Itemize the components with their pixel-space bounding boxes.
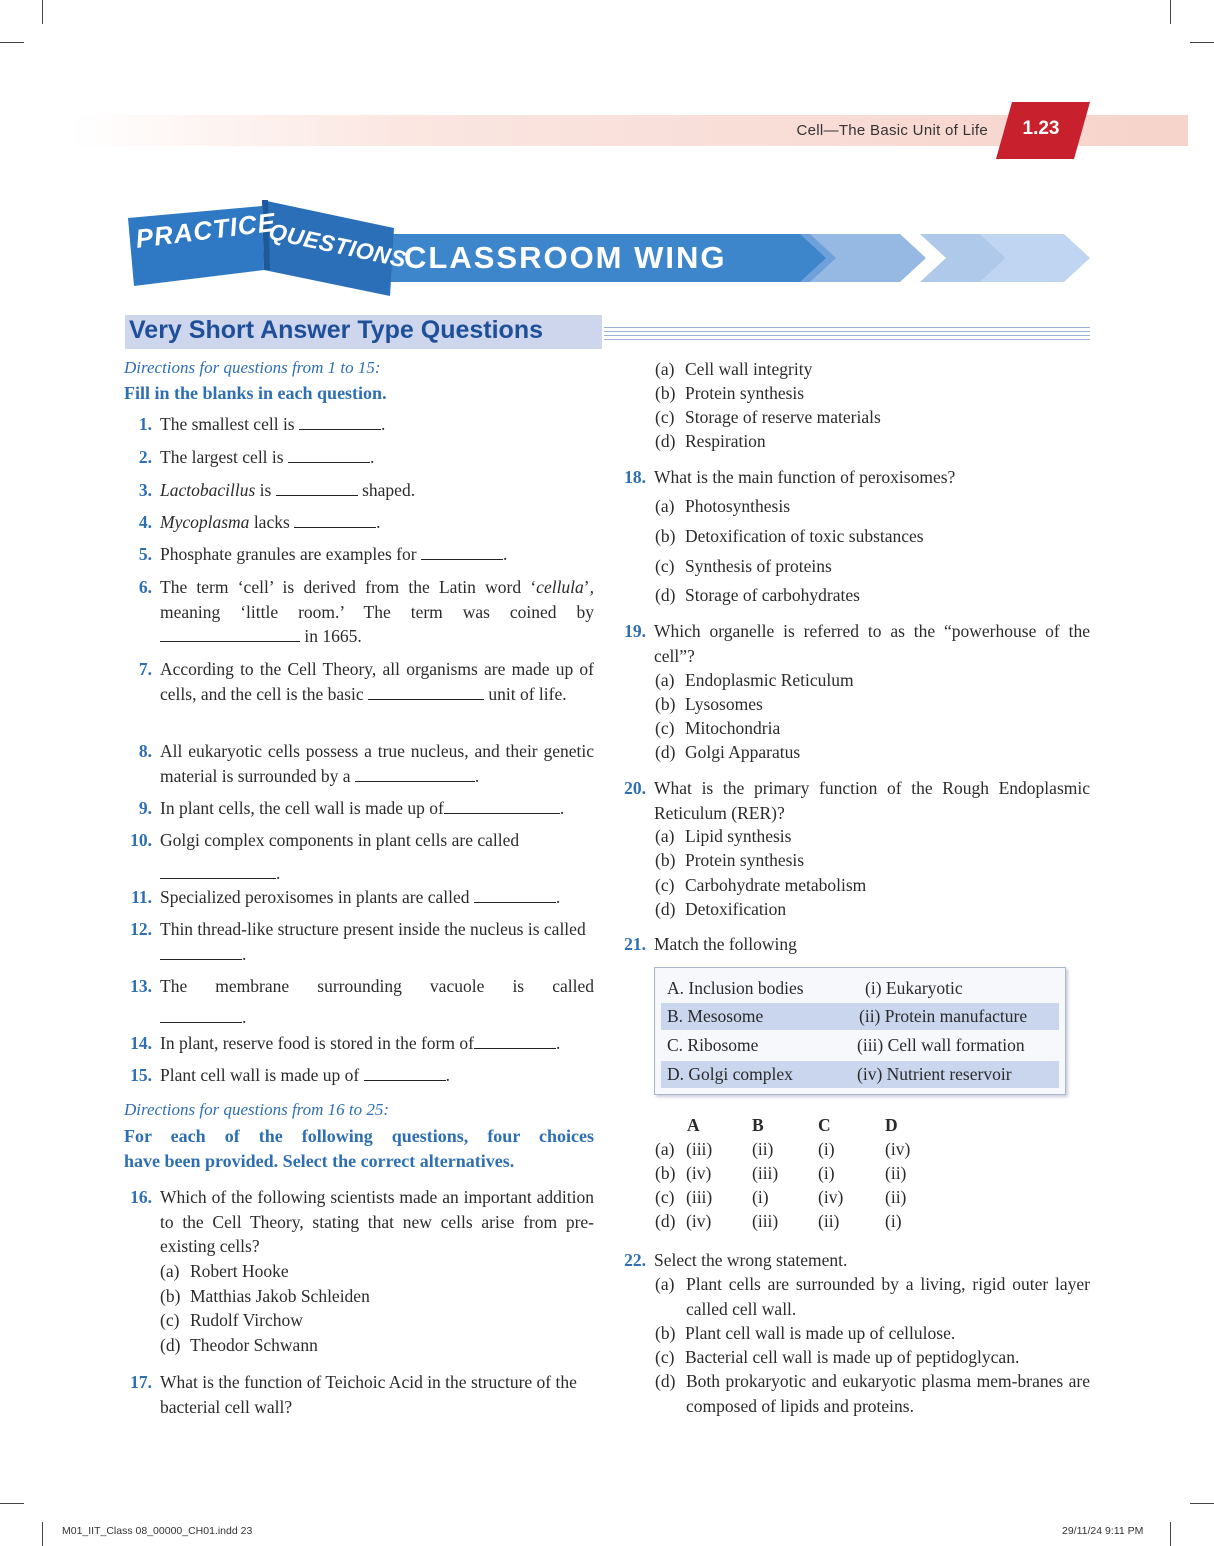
question-text: The largest cell is [160,447,284,467]
option-label: (d) [655,742,676,762]
answer-blank [355,765,475,782]
option-text: Cell wall integrity [685,359,813,379]
match-row [661,975,1059,1002]
question-text: lacks [249,512,290,532]
question-1 [124,412,594,437]
question-text: In plant, reserve food is stored in the form of [160,1033,474,1053]
crop-mark [42,0,43,24]
option-17a [655,357,812,382]
running-head: Cell—The Basic Unit of Life [796,122,988,139]
crop-mark [1190,1503,1214,1504]
question-text: . [502,544,508,564]
option-text: Both prokaryotic and eukaryotic plasma mem-branes are composed of lipids and proteins. [686,1371,1090,1416]
answer-blank [421,543,503,560]
answer-header: A [687,1115,700,1135]
option-label: (c) [655,875,675,895]
match-right-item: (ii) Protein manufacture [859,1006,1028,1026]
option-label: (b) [655,694,676,714]
match-right-item: (i) Eukaryotic [865,978,963,998]
answer-cell: (i) [818,1139,835,1159]
option-label: (a) [655,496,675,516]
answer-blank [288,446,370,463]
question-text: is [255,480,272,500]
option-label: (a) [655,359,675,379]
option-label: (d) [160,1335,181,1355]
question-text: Golgi complex components in plant cells are called [160,830,520,850]
option-19c [655,716,780,741]
option-text: Lysosomes [685,694,763,714]
option-label: (a) [655,826,675,846]
crop-mark [1170,1522,1171,1546]
option-16a [160,1259,289,1284]
option-label: (a) [160,1261,180,1281]
match-left-item: C. Ribosome [667,1035,759,1055]
question-number: 18. [624,467,646,487]
question-text: in 1665. [300,626,362,646]
question-number: 11. [131,887,152,907]
question-16 [124,1185,594,1259]
option-20c [655,873,866,898]
option-text: Detoxification of toxic substances [685,526,924,546]
question-text: . [555,1033,561,1053]
question-text: . [276,862,281,883]
question-number: 5. [138,544,152,564]
option-text: Storage of carbohydrates [685,585,860,605]
match-row [661,1003,1059,1030]
answer-blank [299,413,381,430]
question-number: 19. [624,621,646,641]
option-text: Golgi Apparatus [685,742,801,762]
question-19 [618,619,1090,668]
question-number: 8. [138,741,152,761]
answer-blank [474,886,556,903]
crop-mark [42,1522,43,1546]
option-label: (b) [655,850,676,870]
match-left-item: D. Golgi complex [667,1064,793,1084]
answer-cell: (i) [885,1211,902,1231]
option-text: Synthesis of proteins [685,556,832,576]
question-21 [618,932,1090,957]
answer-cell: (ii) [818,1211,840,1231]
banner-practice-label: PRACTICE [134,206,278,254]
question-18 [618,465,1090,490]
option-22b [655,1321,955,1346]
crop-mark [1170,0,1171,24]
option-text: Theodor Schwann [190,1335,318,1355]
question-8 [124,739,594,788]
question-text: . [369,447,375,467]
answer-row [655,1209,935,1233]
answer-cell: (iv) [885,1139,911,1159]
question-20 [618,776,1090,825]
directions-label: Directions for questions from 16 to 25: [124,1100,390,1119]
question-text: Thin thread-like structure present inside the nucleus is called [160,919,586,939]
banner-questions-label: QUESTIONS [266,218,409,273]
option-19b [655,692,763,717]
question-number: 21. [624,934,646,954]
option-label: (d) [655,1371,676,1391]
answer-row [655,1185,935,1209]
question-text: Plant cell wall is made up of [160,1065,360,1085]
question-number: 6. [138,577,152,597]
answer-row [655,1161,935,1185]
answer-cell: (iv) [686,1211,712,1231]
option-text: Carbohydrate metabolism [685,875,867,895]
option-22a [655,1272,1090,1321]
page-number: 1.23 [1022,118,1060,139]
question-number: 17. [130,1372,152,1392]
option-label: (b) [655,1323,676,1343]
answer-blank [160,625,300,642]
option-text: Detoxification [685,899,787,919]
crop-mark [0,1503,24,1504]
answer-header: B [752,1115,764,1135]
option-text: Bacterial cell wall is made up of peptidoglycan. [685,1347,1020,1367]
question-text: Phosphate granules are examples for [160,544,417,564]
question-number: 4. [138,512,152,532]
question-4 [124,510,594,535]
answer-cell: (iii) [686,1187,713,1207]
answer-blank [474,1032,556,1049]
question-text: . [445,1065,451,1085]
option-text: Mitochondria [685,718,781,738]
section-rule [604,327,1090,328]
answer-cell: (ii) [885,1163,907,1183]
question-text: Lactobacillus [160,480,256,500]
question-10 [124,828,594,885]
option-19d [655,740,800,765]
match-left-item: A. Inclusion bodies [667,978,804,998]
question-15 [124,1063,594,1088]
question-number: 7. [138,659,152,679]
directions-instruction: Fill in the blanks in each question. [124,383,387,403]
question-text: . [376,512,381,532]
answer-cell: (iii) [752,1211,779,1231]
answer-cell: (iii) [752,1163,779,1183]
question-17 [124,1370,594,1419]
banner-classroom-label: CLASSROOM WING [404,240,727,275]
option-text: Plant cells are surrounded by a living, rigid outer layer called cell wall. [686,1274,1090,1319]
question-11 [124,885,594,910]
option-17c [655,405,881,430]
option-label: (c) [655,718,675,738]
answer-blank [364,1064,446,1081]
directions-label: Directions for questions from 1 to 15: [124,358,381,377]
question-2 [124,445,594,470]
question-text: Mycoplasma [160,512,250,532]
question-text: . [559,798,565,818]
question-number: 10. [130,830,152,850]
section-rule [604,339,1090,340]
footer-timestamp: 29/11/24 9:11 PM [1062,1525,1144,1537]
question-text: Which of the following scientists made an important addition to the Cell Theory, stating that new cells arise from pre-existing cells? [160,1187,594,1256]
option-label: (c) [160,1310,180,1330]
question-7 [124,657,594,706]
option-text: Matthias Jakob Schleiden [190,1286,370,1306]
option-20b [655,848,804,873]
question-text: unit of life. [483,683,567,704]
question-text: . [242,943,247,964]
answer-blank [444,797,560,814]
answer-blank [160,862,276,879]
answer-cell: (iv) [686,1163,712,1183]
question-text: . [555,887,561,907]
directions-instruction [124,1124,594,1174]
question-text: . [474,765,480,786]
answer-header: D [885,1115,898,1135]
question-6 [124,575,594,649]
question-text: In plant cells, the cell wall is made up of [160,798,444,818]
question-22 [618,1248,1090,1273]
answer-blank [160,1006,242,1023]
option-text: Robert Hooke [190,1261,289,1281]
option-text: Protein synthesis [685,850,805,870]
option-text: Plant cell wall is made up of cellulose. [685,1323,956,1343]
question-text: Match the following [654,934,797,954]
question-14 [124,1031,594,1056]
answer-cell: (ii) [752,1139,774,1159]
question-text: Which organelle is referred to as the “powerhouse of the cell”? [654,621,1090,666]
option-16d [160,1333,318,1358]
match-row [661,1061,1059,1088]
question-text: According to the Cell Theory, all organisms are made up of cells, and the cell is the basic [160,659,594,704]
option-label: (d) [655,899,676,919]
answer-blank [276,479,358,496]
option-label: (b) [655,526,676,546]
option-16b [160,1284,370,1309]
option-20d [655,897,786,922]
question-text: Select the wrong statement. [654,1250,848,1270]
answer-label: (d) [655,1211,676,1231]
option-17b [655,381,804,406]
question-number: 13. [130,976,152,996]
option-19a [655,668,854,693]
question-text: What is the main function of peroxisomes? [654,467,956,487]
question-text: What is the function of Teichoic Acid in the structure of the bacterial cell wall? [160,1372,577,1417]
option-text: Photosynthesis [685,496,791,516]
answer-blank [368,683,484,700]
question-5 [124,542,594,567]
answer-label: (b) [655,1163,676,1183]
question-number: 1. [138,414,152,434]
question-text: ’, meaning ‘little room.’ The term was coined by [160,577,594,622]
section-rule [604,335,1090,336]
question-number: 22. [624,1250,646,1270]
match-right-item: (iii) Cell wall formation [857,1035,1025,1055]
option-22c [655,1345,1019,1370]
match-row [661,1032,1059,1059]
option-17d [655,429,766,454]
answer-header: C [818,1115,831,1135]
answer-cell: (iv) [818,1187,844,1207]
footer-file-name: M01_IIT_Class 08_00000_CH01.indd 23 [62,1525,253,1537]
option-text: Rudolf Virchow [190,1310,303,1330]
question-3 [124,478,594,503]
option-label: (d) [655,431,676,451]
question-text: Specialized peroxisomes in plants are called [160,887,470,907]
option-text: Respiration [685,431,766,451]
question-number: 15. [130,1065,152,1085]
option-label: (c) [655,556,675,576]
question-text: The membrane surrounding vacuole is called [160,976,594,996]
option-text: Protein synthesis [685,383,805,403]
option-16c [160,1308,303,1333]
option-22d [655,1369,1090,1418]
answer-cell: (iii) [686,1139,713,1159]
question-number: 3. [138,480,152,500]
option-18b [655,524,924,549]
answer-label: (a) [655,1139,675,1159]
question-12 [124,917,594,966]
answer-header-row [655,1113,935,1137]
question-number: 9. [138,798,152,818]
answer-row [655,1137,935,1161]
option-label: (b) [655,383,676,403]
crop-mark [0,42,24,43]
option-label: (b) [160,1286,181,1306]
question-number: 16. [130,1187,152,1207]
question-number: 14. [130,1033,152,1053]
match-table [654,967,1066,1095]
answer-blank [160,943,242,960]
question-13 [124,974,594,1029]
question-text: The term ‘cell’ is derived from the Latin word ‘ [160,577,537,597]
option-18d [655,583,860,608]
option-18a [655,494,790,519]
answer-cell: (i) [818,1163,835,1183]
question-number: 2. [138,447,152,467]
question-text: . [242,1006,247,1027]
question-text: All eukaryotic cells possess a true nucleus, and their genetic material is surrounded by a [160,741,594,786]
question-number: 20. [624,778,646,798]
match-right-item: (iv) Nutrient reservoir [857,1064,1012,1084]
option-text: Endoplasmic Reticulum [685,670,854,690]
option-label: (a) [655,1274,675,1294]
option-label: (c) [655,407,675,427]
question-number: 12. [130,919,152,939]
directions-instruction-line: For each of the following questions, four choices [124,1126,594,1146]
option-label: (c) [655,1347,675,1367]
question-text: What is the primary function of the Rough Endoplasmic Reticulum (RER)? [654,778,1090,823]
crop-mark [1190,42,1214,43]
option-20a [655,824,791,849]
question-text: The smallest cell is [160,414,295,434]
option-label: (d) [655,585,676,605]
answer-blank [294,511,376,528]
option-text: Storage of reserve materials [685,407,881,427]
option-18c [655,554,832,579]
question-text: shaped. [357,480,416,500]
question-text: . [381,414,386,434]
match-left-item: B. Mesosome [667,1006,764,1026]
answer-cell: (ii) [885,1187,907,1207]
section-rule [604,331,1090,332]
answer-cell: (i) [752,1187,769,1207]
directions-instruction-line: have been provided. Select the correct alternatives. [124,1151,515,1171]
question-9 [124,796,594,821]
answer-label: (c) [655,1187,675,1207]
question-text: cellula [536,577,584,597]
option-text: Lipid synthesis [685,826,792,846]
option-label: (a) [655,670,675,690]
section-title: Very Short Answer Type Questions [129,316,544,344]
